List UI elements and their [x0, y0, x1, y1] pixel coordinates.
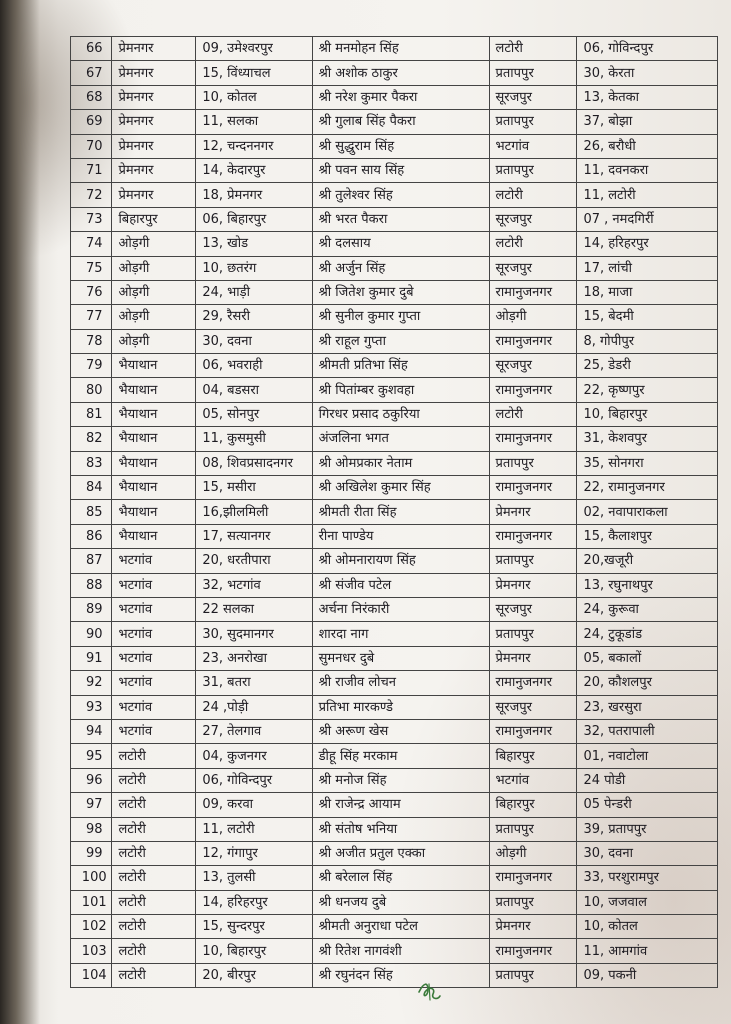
posting-table-body	[71, 37, 718, 988]
table-row	[71, 329, 718, 353]
source-block-cell: लटोरी	[112, 744, 196, 768]
destination-place-cell: 33, परशुरामपुर	[577, 866, 718, 890]
table-row	[71, 744, 718, 768]
source-center-cell: 11, कुसमुसी	[196, 427, 312, 451]
table-row	[71, 378, 718, 402]
table-row	[71, 402, 718, 426]
destination-place-cell: 30, दवना	[577, 841, 718, 865]
source-block-cell: भैयाथान	[112, 500, 196, 524]
person-name-cell: श्री गुलाब सिंह पैकरा	[312, 110, 489, 134]
source-block-cell: भैयाथान	[112, 524, 196, 548]
person-name-cell: श्री राहूल गुप्ता	[312, 329, 489, 353]
destination-place-cell: 32, पतरापाली	[577, 719, 718, 743]
destination-block-cell: रामानुजनगर	[489, 671, 577, 695]
serial-number-cell: 85	[71, 500, 112, 524]
table-row	[71, 305, 718, 329]
destination-place-cell: 10, बिहारपुर	[577, 402, 718, 426]
source-center-cell: 12, चन्दननगर	[196, 134, 312, 158]
person-name-cell: श्रीमती प्रतिभा सिंह	[312, 354, 489, 378]
serial-number-cell: 77	[71, 305, 112, 329]
source-block-cell: भटगांव	[112, 622, 196, 646]
table-row	[71, 597, 718, 621]
table-row	[71, 207, 718, 231]
person-name-cell: श्री अरूण खेस	[312, 719, 489, 743]
source-block-cell: भैयाथान	[112, 476, 196, 500]
destination-place-cell: 13, रघुनाथपुर	[577, 573, 718, 597]
destination-place-cell: 05 पेन्डरी	[577, 793, 718, 817]
source-block-cell: ओड़गी	[112, 305, 196, 329]
source-center-cell: 18, प्रेमनगर	[196, 183, 312, 207]
destination-place-cell: 02, नवापाराकला	[577, 500, 718, 524]
source-center-cell: 15, मसीरा	[196, 476, 312, 500]
source-center-cell: 05, सोनपुर	[196, 402, 312, 426]
serial-number-cell: 96	[71, 768, 112, 792]
source-center-cell: 10, बिहारपुर	[196, 939, 312, 963]
destination-block-cell: ओड़गी	[489, 841, 577, 865]
source-center-cell: 29, रैसरी	[196, 305, 312, 329]
destination-block-cell: बिहारपुर	[489, 744, 577, 768]
destination-block-cell: प्रतापपुर	[489, 817, 577, 841]
table-row	[71, 695, 718, 719]
destination-place-cell: 10, कोतल	[577, 915, 718, 939]
source-center-cell: 06, भवराही	[196, 354, 312, 378]
source-block-cell: लटोरी	[112, 963, 196, 987]
person-name-cell: श्री ओमनारायण सिंह	[312, 549, 489, 573]
destination-place-cell: 23, खरसुरा	[577, 695, 718, 719]
person-name-cell: श्री धनजय दुबे	[312, 890, 489, 914]
destination-place-cell: 17, लांची	[577, 256, 718, 280]
source-center-cell: 20, बीरपुर	[196, 963, 312, 987]
source-center-cell: 04, बडसरा	[196, 378, 312, 402]
person-name-cell: श्री तुलेश्वर सिंह	[312, 183, 489, 207]
destination-block-cell: रामानुजनगर	[489, 524, 577, 548]
table-row	[71, 524, 718, 548]
destination-place-cell: 11, लटोरी	[577, 183, 718, 207]
person-name-cell: श्री मनोज सिंह	[312, 768, 489, 792]
source-block-cell: भैयाथान	[112, 451, 196, 475]
source-block-cell: भटगांव	[112, 597, 196, 621]
destination-place-cell: 26, बरौधी	[577, 134, 718, 158]
person-name-cell: प्रतिभा मारकण्डे	[312, 695, 489, 719]
page-edge-shadow	[0, 0, 40, 1024]
destination-place-cell: 24 पोडी	[577, 768, 718, 792]
serial-number-cell: 71	[71, 158, 112, 182]
serial-number-cell: 75	[71, 256, 112, 280]
destination-block-cell: रामानुजनगर	[489, 939, 577, 963]
source-block-cell: प्रेमनगर	[112, 37, 196, 61]
destination-place-cell: 07 , नमदगिर्री	[577, 207, 718, 231]
serial-number-cell: 92	[71, 671, 112, 695]
table-row	[71, 768, 718, 792]
person-name-cell: श्री सुद्धुराम सिंह	[312, 134, 489, 158]
person-name-cell: श्री नरेश कुमार पैकरा	[312, 85, 489, 109]
person-name-cell: श्री रितेश नागवंशी	[312, 939, 489, 963]
person-name-cell: श्री अशोक ठाकुर	[312, 61, 489, 85]
serial-number-cell: 83	[71, 451, 112, 475]
serial-number-cell: 98	[71, 817, 112, 841]
serial-number-cell: 82	[71, 427, 112, 451]
table-row	[71, 158, 718, 182]
person-name-cell: श्री रघुनंदन सिंह	[312, 963, 489, 987]
source-center-cell: 16,झीलमिली	[196, 500, 312, 524]
destination-block-cell: रामानुजनगर	[489, 427, 577, 451]
person-name-cell: गिरधर प्रसाद ठकुरिया	[312, 402, 489, 426]
table-row	[71, 890, 718, 914]
source-center-cell: 15, विंध्याचल	[196, 61, 312, 85]
table-row	[71, 573, 718, 597]
source-block-cell: लटोरी	[112, 915, 196, 939]
source-block-cell: भैयाथान	[112, 378, 196, 402]
serial-number-cell: 94	[71, 719, 112, 743]
source-block-cell: ओड़गी	[112, 329, 196, 353]
destination-block-cell: रामानुजनगर	[489, 719, 577, 743]
destination-block-cell: बिहारपुर	[489, 793, 577, 817]
source-center-cell: 15, सुन्दरपुर	[196, 915, 312, 939]
source-center-cell: 23, अनरोखा	[196, 646, 312, 670]
destination-place-cell: 14, हरिहरपुर	[577, 232, 718, 256]
person-name-cell: सुमनधर दुबे	[312, 646, 489, 670]
table-row	[71, 500, 718, 524]
destination-block-cell: सूरजपुर	[489, 256, 577, 280]
destination-place-cell: 20,खजूरी	[577, 549, 718, 573]
source-block-cell: लटोरी	[112, 817, 196, 841]
destination-place-cell: 8, गोपीपुर	[577, 329, 718, 353]
destination-place-cell: 06, गोविन्दपुर	[577, 37, 718, 61]
serial-number-cell: 102	[71, 915, 112, 939]
serial-number-cell: 89	[71, 597, 112, 621]
destination-block-cell: सूरजपुर	[489, 695, 577, 719]
table-row	[71, 451, 718, 475]
destination-place-cell: 11, आमगांव	[577, 939, 718, 963]
serial-number-cell: 99	[71, 841, 112, 865]
destination-block-cell: रामानुजनगर	[489, 866, 577, 890]
person-name-cell: शारदा नाग	[312, 622, 489, 646]
source-center-cell: 13, खोड	[196, 232, 312, 256]
table-row	[71, 476, 718, 500]
person-name-cell: डीहू सिंह मरकाम	[312, 744, 489, 768]
table-row	[71, 427, 718, 451]
source-center-cell: 20, धरतीपारा	[196, 549, 312, 573]
destination-block-cell: लटोरी	[489, 37, 577, 61]
source-block-cell: प्रेमनगर	[112, 134, 196, 158]
destination-block-cell: लटोरी	[489, 183, 577, 207]
serial-number-cell: 93	[71, 695, 112, 719]
person-name-cell: श्री सुनील कुमार गुप्ता	[312, 305, 489, 329]
signature-mark	[416, 978, 442, 1004]
destination-place-cell: 18, माजा	[577, 280, 718, 304]
serial-number-cell: 104	[71, 963, 112, 987]
destination-block-cell: प्रेमनगर	[489, 646, 577, 670]
person-name-cell: श्री राजीव लोचन	[312, 671, 489, 695]
destination-place-cell: 37, बोझा	[577, 110, 718, 134]
table-row	[71, 841, 718, 865]
source-block-cell: ओड़गी	[112, 280, 196, 304]
destination-block-cell: प्रतापपुर	[489, 890, 577, 914]
destination-place-cell: 35, सोनगरा	[577, 451, 718, 475]
destination-place-cell: 11, दवनकरा	[577, 158, 718, 182]
serial-number-cell: 70	[71, 134, 112, 158]
source-block-cell: प्रेमनगर	[112, 61, 196, 85]
serial-number-cell: 74	[71, 232, 112, 256]
table-row	[71, 915, 718, 939]
source-center-cell: 17, सत्यानगर	[196, 524, 312, 548]
source-block-cell: भटगांव	[112, 695, 196, 719]
destination-block-cell: ओड़गी	[489, 305, 577, 329]
serial-number-cell: 88	[71, 573, 112, 597]
destination-block-cell: प्रतापपुर	[489, 549, 577, 573]
source-center-cell: 10, कोतल	[196, 85, 312, 109]
table-row	[71, 549, 718, 573]
source-center-cell: 06, गोविन्दपुर	[196, 768, 312, 792]
destination-block-cell: प्रतापपुर	[489, 110, 577, 134]
destination-place-cell: 20, कौशलपुर	[577, 671, 718, 695]
serial-number-cell: 81	[71, 402, 112, 426]
serial-number-cell: 95	[71, 744, 112, 768]
destination-block-cell: रामानुजनगर	[489, 329, 577, 353]
person-name-cell: श्री पितांम्बर कुशवहा	[312, 378, 489, 402]
source-center-cell: 10, छतरंग	[196, 256, 312, 280]
source-block-cell: ओड़गी	[112, 232, 196, 256]
source-block-cell: बिहारपुर	[112, 207, 196, 231]
person-name-cell: श्री अखिलेश कुमार सिंह	[312, 476, 489, 500]
destination-block-cell: रामानुजनगर	[489, 280, 577, 304]
table-row	[71, 134, 718, 158]
posting-table	[70, 36, 718, 988]
person-name-cell: श्री जितेश कुमार दुबे	[312, 280, 489, 304]
table-row	[71, 85, 718, 109]
table-row	[71, 939, 718, 963]
source-center-cell: 32, भटगांव	[196, 573, 312, 597]
source-block-cell: भटगांव	[112, 646, 196, 670]
destination-place-cell: 05, बकालों	[577, 646, 718, 670]
person-name-cell: श्री पवन साय सिंह	[312, 158, 489, 182]
source-center-cell: 13, तुलसी	[196, 866, 312, 890]
destination-place-cell: 39, प्रतापपुर	[577, 817, 718, 841]
source-center-cell: 27, तेलगाव	[196, 719, 312, 743]
table-row	[71, 61, 718, 85]
destination-block-cell: सूरजपुर	[489, 597, 577, 621]
person-name-cell: श्री दलसाय	[312, 232, 489, 256]
table-row	[71, 817, 718, 841]
person-name-cell: श्री अजीत प्रतुल एक्का	[312, 841, 489, 865]
serial-number-cell: 86	[71, 524, 112, 548]
serial-number-cell: 97	[71, 793, 112, 817]
serial-number-cell: 100	[71, 866, 112, 890]
source-center-cell: 09, करवा	[196, 793, 312, 817]
table-row	[71, 354, 718, 378]
destination-block-cell: रामानुजनगर	[489, 476, 577, 500]
serial-number-cell: 80	[71, 378, 112, 402]
serial-number-cell: 79	[71, 354, 112, 378]
table-row	[71, 183, 718, 207]
source-block-cell: प्रेमनगर	[112, 110, 196, 134]
source-block-cell: प्रेमनगर	[112, 183, 196, 207]
table-row	[71, 37, 718, 61]
destination-block-cell: लटोरी	[489, 402, 577, 426]
serial-number-cell: 101	[71, 890, 112, 914]
source-center-cell: 14, हरिहरपुर	[196, 890, 312, 914]
serial-number-cell: 91	[71, 646, 112, 670]
source-block-cell: भैयाथान	[112, 427, 196, 451]
destination-block-cell: सूरजपुर	[489, 354, 577, 378]
source-block-cell: लटोरी	[112, 939, 196, 963]
table-row	[71, 793, 718, 817]
destination-place-cell: 15, कैलाशपुर	[577, 524, 718, 548]
source-block-cell: भैयाथान	[112, 402, 196, 426]
person-name-cell: श्री बरेलाल सिंह	[312, 866, 489, 890]
serial-number-cell: 66	[71, 37, 112, 61]
destination-block-cell: सूरजपुर	[489, 85, 577, 109]
person-name-cell: श्री संतोष भनिया	[312, 817, 489, 841]
serial-number-cell: 68	[71, 85, 112, 109]
serial-number-cell: 72	[71, 183, 112, 207]
table-row	[71, 646, 718, 670]
source-center-cell: 30, दवना	[196, 329, 312, 353]
source-block-cell: लटोरी	[112, 890, 196, 914]
destination-block-cell: प्रेमनगर	[489, 500, 577, 524]
source-center-cell: 24 ,पोड़ी	[196, 695, 312, 719]
source-block-cell: भटगांव	[112, 549, 196, 573]
table-row	[71, 963, 718, 987]
destination-block-cell: प्रेमनगर	[489, 573, 577, 597]
table-row	[71, 719, 718, 743]
source-block-cell: प्रेमनगर	[112, 85, 196, 109]
person-name-cell: श्री राजेन्द्र आयाम	[312, 793, 489, 817]
source-center-cell: 12, गंगापुर	[196, 841, 312, 865]
source-center-cell: 04, कुजनगर	[196, 744, 312, 768]
source-block-cell: लटोरी	[112, 866, 196, 890]
person-name-cell: श्रीमती रीता सिंह	[312, 500, 489, 524]
table-row	[71, 671, 718, 695]
destination-block-cell: रामानुजनगर	[489, 378, 577, 402]
person-name-cell: श्री अर्जुन सिंह	[312, 256, 489, 280]
destination-block-cell: प्रतापपुर	[489, 963, 577, 987]
destination-block-cell: लटोरी	[489, 232, 577, 256]
serial-number-cell: 84	[71, 476, 112, 500]
destination-place-cell: 22, रामानुजनगर	[577, 476, 718, 500]
person-name-cell: अर्चना निरंकारी	[312, 597, 489, 621]
destination-block-cell: प्रतापपुर	[489, 158, 577, 182]
destination-block-cell: सूरजपुर	[489, 207, 577, 231]
source-block-cell: भटगांव	[112, 719, 196, 743]
person-name-cell: अंजलिना भगत	[312, 427, 489, 451]
destination-place-cell: 13, केतका	[577, 85, 718, 109]
source-center-cell: 31, बतरा	[196, 671, 312, 695]
source-block-cell: भटगांव	[112, 573, 196, 597]
source-center-cell: 08, शिवप्रसादनगर	[196, 451, 312, 475]
source-block-cell: लटोरी	[112, 841, 196, 865]
table-row	[71, 232, 718, 256]
serial-number-cell: 76	[71, 280, 112, 304]
serial-number-cell: 73	[71, 207, 112, 231]
destination-block-cell: भटगांव	[489, 134, 577, 158]
table-row	[71, 622, 718, 646]
serial-number-cell: 90	[71, 622, 112, 646]
source-center-cell: 22 सलका	[196, 597, 312, 621]
source-center-cell: 11, लटोरी	[196, 817, 312, 841]
destination-place-cell: 31, केशवपुर	[577, 427, 718, 451]
source-block-cell: ओड़गी	[112, 256, 196, 280]
destination-block-cell: प्रतापपुर	[489, 61, 577, 85]
serial-number-cell: 103	[71, 939, 112, 963]
serial-number-cell: 67	[71, 61, 112, 85]
table-row	[71, 110, 718, 134]
source-center-cell: 06, बिहारपुर	[196, 207, 312, 231]
person-name-cell: श्री मनमोहन सिंह	[312, 37, 489, 61]
source-block-cell: भटगांव	[112, 671, 196, 695]
source-center-cell: 11, सलका	[196, 110, 312, 134]
destination-place-cell: 15, बेदमी	[577, 305, 718, 329]
source-block-cell: प्रेमनगर	[112, 158, 196, 182]
destination-place-cell: 24, टुकूडांड	[577, 622, 718, 646]
person-name-cell: श्रीमती अनुराधा पटेल	[312, 915, 489, 939]
source-center-cell: 24, भाड़ी	[196, 280, 312, 304]
table-row	[71, 256, 718, 280]
destination-block-cell: प्रतापपुर	[489, 451, 577, 475]
destination-block-cell: प्रतापपुर	[489, 622, 577, 646]
person-name-cell: श्री भरत पैकरा	[312, 207, 489, 231]
destination-block-cell: प्रेमनगर	[489, 915, 577, 939]
person-name-cell: रीना पाण्डेय	[312, 524, 489, 548]
serial-number-cell: 69	[71, 110, 112, 134]
destination-place-cell: 01, नवाटोला	[577, 744, 718, 768]
destination-block-cell: भटगांव	[489, 768, 577, 792]
table-row	[71, 866, 718, 890]
serial-number-cell: 87	[71, 549, 112, 573]
destination-place-cell: 30, केरता	[577, 61, 718, 85]
destination-place-cell: 22, कृष्णपुर	[577, 378, 718, 402]
destination-place-cell: 24, कुरूवा	[577, 597, 718, 621]
serial-number-cell: 78	[71, 329, 112, 353]
source-block-cell: भैयाथान	[112, 354, 196, 378]
source-block-cell: लटोरी	[112, 768, 196, 792]
source-block-cell: लटोरी	[112, 793, 196, 817]
destination-place-cell: 09, पकनी	[577, 963, 718, 987]
source-center-cell: 14, केदारपुर	[196, 158, 312, 182]
source-center-cell: 09, उमेश्वरपुर	[196, 37, 312, 61]
destination-place-cell: 25, डेडरी	[577, 354, 718, 378]
table-row	[71, 280, 718, 304]
destination-place-cell: 10, जजवाल	[577, 890, 718, 914]
person-name-cell: श्री संजीव पटेल	[312, 573, 489, 597]
source-center-cell: 30, सुदमानगर	[196, 622, 312, 646]
person-name-cell: श्री ओमप्रकार नेताम	[312, 451, 489, 475]
